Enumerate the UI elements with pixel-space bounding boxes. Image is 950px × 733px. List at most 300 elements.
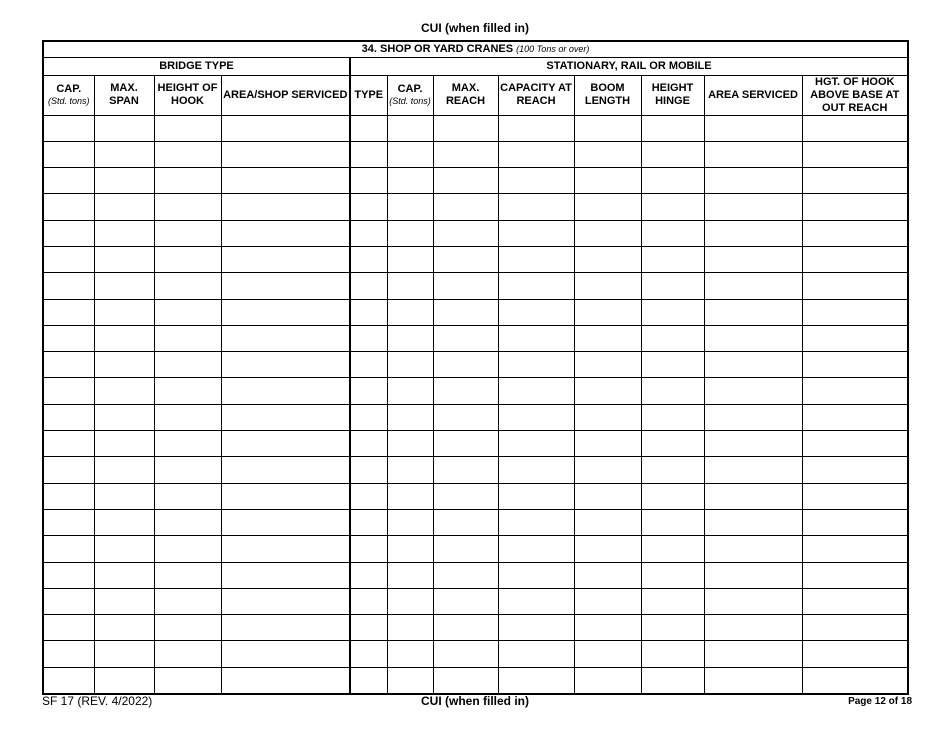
cell-stationary-cap[interactable] <box>387 352 433 378</box>
cell-max-reach[interactable] <box>433 509 498 535</box>
cell-height-of-hook[interactable] <box>154 641 221 667</box>
cell-area-shop-serviced[interactable] <box>221 299 350 325</box>
cell-area-serviced[interactable] <box>704 509 802 535</box>
cell-stationary-cap[interactable] <box>387 378 433 404</box>
cell-stationary-cap[interactable] <box>387 220 433 246</box>
cell-area-shop-serviced[interactable] <box>221 536 350 562</box>
cell-area-shop-serviced[interactable] <box>221 562 350 588</box>
cell-area-serviced[interactable] <box>704 115 802 141</box>
cell-bridge-cap[interactable] <box>43 641 94 667</box>
cell-area-shop-serviced[interactable] <box>221 325 350 351</box>
table-row <box>43 299 908 325</box>
cell-boom-length[interactable] <box>574 378 641 404</box>
cell-bridge-cap[interactable] <box>43 431 94 457</box>
cell-type[interactable] <box>350 404 387 430</box>
cell-hgt-of-hook-above-base[interactable] <box>802 168 908 194</box>
group-bridge-type: BRIDGE TYPE <box>43 57 350 75</box>
cell-height-hinge[interactable] <box>641 220 704 246</box>
cell-area-serviced[interactable] <box>704 641 802 667</box>
table-row <box>43 562 908 588</box>
cell-bridge-cap[interactable] <box>43 483 94 509</box>
cell-height-of-hook[interactable] <box>154 299 221 325</box>
cell-hgt-of-hook-above-base[interactable] <box>802 615 908 641</box>
cell-boom-length[interactable] <box>574 615 641 641</box>
cell-stationary-cap[interactable] <box>387 115 433 141</box>
col-stationary-cap-unit: (Std. tons) <box>389 96 431 106</box>
col-area-serviced: AREA SERVICED <box>704 75 802 115</box>
cell-stationary-cap[interactable] <box>387 299 433 325</box>
col-height-hinge: HEIGHT HINGE <box>641 75 704 115</box>
cell-boom-length[interactable] <box>574 431 641 457</box>
cell-type[interactable] <box>350 168 387 194</box>
cell-height-hinge[interactable] <box>641 404 704 430</box>
cell-hgt-of-hook-above-base[interactable] <box>802 431 908 457</box>
cell-boom-length[interactable] <box>574 667 641 693</box>
cell-bridge-cap[interactable] <box>43 273 94 299</box>
cell-boom-length[interactable] <box>574 483 641 509</box>
group-stationary-rail-mobile: STATIONARY, RAIL OR MOBILE <box>350 57 908 75</box>
cell-max-reach[interactable] <box>433 168 498 194</box>
cell-height-hinge[interactable] <box>641 457 704 483</box>
cell-area-shop-serviced[interactable] <box>221 615 350 641</box>
cell-max-reach[interactable] <box>433 404 498 430</box>
cell-max-reach[interactable] <box>433 299 498 325</box>
cell-height-hinge[interactable] <box>641 299 704 325</box>
cell-max-reach[interactable] <box>433 220 498 246</box>
cell-area-shop-serviced[interactable] <box>221 509 350 535</box>
cell-area-serviced[interactable] <box>704 194 802 220</box>
cell-max-reach[interactable] <box>433 194 498 220</box>
col-max-reach: MAX. REACH <box>433 75 498 115</box>
cell-boom-length[interactable] <box>574 457 641 483</box>
cell-max-reach[interactable] <box>433 667 498 693</box>
table-row <box>43 352 908 378</box>
section-title-text: 34. SHOP OR YARD CRANES <box>361 42 514 55</box>
cell-max-reach[interactable] <box>433 562 498 588</box>
cell-type[interactable] <box>350 509 387 535</box>
cell-height-hinge[interactable] <box>641 273 704 299</box>
cell-boom-length[interactable] <box>574 115 641 141</box>
table-row <box>43 141 908 167</box>
cell-hgt-of-hook-above-base[interactable] <box>802 220 908 246</box>
cell-stationary-cap[interactable] <box>387 588 433 614</box>
cell-height-hinge[interactable] <box>641 168 704 194</box>
cell-height-hinge[interactable] <box>641 194 704 220</box>
cell-area-serviced[interactable] <box>704 168 802 194</box>
cell-type[interactable] <box>350 588 387 614</box>
cell-max-span[interactable] <box>94 509 154 535</box>
cell-height-of-hook[interactable] <box>154 115 221 141</box>
cell-type[interactable] <box>350 273 387 299</box>
cell-type[interactable] <box>350 194 387 220</box>
cell-max-span[interactable] <box>94 641 154 667</box>
cell-hgt-of-hook-above-base[interactable] <box>802 588 908 614</box>
cell-hgt-of-hook-above-base[interactable] <box>802 352 908 378</box>
cell-boom-length[interactable] <box>574 509 641 535</box>
cell-area-shop-serviced[interactable] <box>221 194 350 220</box>
cell-max-reach[interactable] <box>433 457 498 483</box>
cell-capacity-at-reach[interactable] <box>498 667 574 693</box>
cell-hgt-of-hook-above-base[interactable] <box>802 667 908 693</box>
cell-hgt-of-hook-above-base[interactable] <box>802 562 908 588</box>
cell-area-serviced[interactable] <box>704 352 802 378</box>
cell-max-reach[interactable] <box>433 641 498 667</box>
cell-area-serviced[interactable] <box>704 141 802 167</box>
cell-area-serviced[interactable] <box>704 220 802 246</box>
cell-capacity-at-reach[interactable] <box>498 141 574 167</box>
cell-capacity-at-reach[interactable] <box>498 615 574 641</box>
cell-height-of-hook[interactable] <box>154 562 221 588</box>
cell-max-span[interactable] <box>94 168 154 194</box>
cell-height-of-hook[interactable] <box>154 615 221 641</box>
cell-max-span[interactable] <box>94 483 154 509</box>
cell-capacity-at-reach[interactable] <box>498 220 574 246</box>
col-bridge-cap-unit: (Std. tons) <box>47 96 90 106</box>
cell-height-of-hook[interactable] <box>154 168 221 194</box>
cell-capacity-at-reach[interactable] <box>498 536 574 562</box>
cell-height-of-hook[interactable] <box>154 588 221 614</box>
cell-max-span[interactable] <box>94 220 154 246</box>
cell-max-reach[interactable] <box>433 536 498 562</box>
cell-area-serviced[interactable] <box>704 615 802 641</box>
cell-max-span[interactable] <box>94 536 154 562</box>
cell-area-serviced[interactable] <box>704 667 802 693</box>
cell-hgt-of-hook-above-base[interactable] <box>802 194 908 220</box>
section-subtitle: (100 Tons or over) <box>516 43 590 54</box>
table-row <box>43 615 908 641</box>
cell-capacity-at-reach[interactable] <box>498 378 574 404</box>
cell-capacity-at-reach[interactable] <box>498 273 574 299</box>
cell-type[interactable] <box>350 615 387 641</box>
cell-stationary-cap[interactable] <box>387 273 433 299</box>
cell-area-serviced[interactable] <box>704 325 802 351</box>
cell-area-serviced[interactable] <box>704 483 802 509</box>
cell-max-reach[interactable] <box>433 246 498 272</box>
cell-boom-length[interactable] <box>574 588 641 614</box>
cell-bridge-cap[interactable] <box>43 352 94 378</box>
cell-area-serviced[interactable] <box>704 562 802 588</box>
col-max-span: MAX. SPAN <box>94 75 154 115</box>
page-number: Page 12 of 18 <box>848 696 912 707</box>
cell-hgt-of-hook-above-base[interactable] <box>802 115 908 141</box>
cell-stationary-cap[interactable] <box>387 483 433 509</box>
cell-stationary-cap[interactable] <box>387 667 433 693</box>
section-title <box>43 41 908 57</box>
cell-area-shop-serviced[interactable] <box>221 667 350 693</box>
cell-area-serviced[interactable] <box>704 246 802 272</box>
col-height-of-hook: HEIGHT OF HOOK <box>154 75 221 115</box>
cell-boom-length[interactable] <box>574 220 641 246</box>
cell-area-shop-serviced[interactable] <box>221 246 350 272</box>
cell-stationary-cap[interactable] <box>387 325 433 351</box>
col-area-shop-serviced: AREA/SHOP SERVICED <box>221 75 350 115</box>
cell-max-span[interactable] <box>94 299 154 325</box>
cell-area-shop-serviced[interactable] <box>221 273 350 299</box>
cell-bridge-cap[interactable] <box>43 509 94 535</box>
cell-height-hinge[interactable] <box>641 509 704 535</box>
cell-capacity-at-reach[interactable] <box>498 509 574 535</box>
cell-area-serviced[interactable] <box>704 536 802 562</box>
cell-height-hinge[interactable] <box>641 325 704 351</box>
cell-max-span[interactable] <box>94 457 154 483</box>
cell-type[interactable] <box>350 483 387 509</box>
cell-area-shop-serviced[interactable] <box>221 378 350 404</box>
cell-max-span[interactable] <box>94 378 154 404</box>
col-boom-length: BOOM LENGTH <box>574 75 641 115</box>
cell-hgt-of-hook-above-base[interactable] <box>802 404 908 430</box>
cell-bridge-cap[interactable] <box>43 457 94 483</box>
cell-height-hinge[interactable] <box>641 431 704 457</box>
cell-area-shop-serviced[interactable] <box>221 352 350 378</box>
cell-height-hinge[interactable] <box>641 536 704 562</box>
cell-capacity-at-reach[interactable] <box>498 562 574 588</box>
cell-height-of-hook[interactable] <box>154 141 221 167</box>
cell-bridge-cap[interactable] <box>43 168 94 194</box>
cell-area-shop-serviced[interactable] <box>221 141 350 167</box>
cell-height-of-hook[interactable] <box>154 431 221 457</box>
cell-max-reach[interactable] <box>433 483 498 509</box>
cell-bridge-cap[interactable] <box>43 562 94 588</box>
cell-area-serviced[interactable] <box>704 378 802 404</box>
cell-type[interactable] <box>350 352 387 378</box>
col-bridge-cap <box>43 75 94 115</box>
cell-capacity-at-reach[interactable] <box>498 404 574 430</box>
cell-max-span[interactable] <box>94 115 154 141</box>
cell-stationary-cap[interactable] <box>387 431 433 457</box>
table-row <box>43 194 908 220</box>
cell-capacity-at-reach[interactable] <box>498 299 574 325</box>
cell-stationary-cap[interactable] <box>387 194 433 220</box>
cell-area-shop-serviced[interactable] <box>221 115 350 141</box>
cell-type[interactable] <box>350 641 387 667</box>
cell-stationary-cap[interactable] <box>387 562 433 588</box>
cell-stationary-cap[interactable] <box>387 246 433 272</box>
cell-type[interactable] <box>350 325 387 351</box>
cell-area-serviced[interactable] <box>704 299 802 325</box>
cell-capacity-at-reach[interactable] <box>498 483 574 509</box>
col-bridge-cap-label: CAP. <box>56 83 82 95</box>
cell-type[interactable] <box>350 220 387 246</box>
cell-height-of-hook[interactable] <box>154 246 221 272</box>
cell-stationary-cap[interactable] <box>387 457 433 483</box>
cell-type[interactable] <box>350 667 387 693</box>
cell-hgt-of-hook-above-base[interactable] <box>802 141 908 167</box>
col-stationary-cap <box>387 75 433 115</box>
cell-stationary-cap[interactable] <box>387 168 433 194</box>
table-body <box>43 115 908 694</box>
cell-hgt-of-hook-above-base[interactable] <box>802 483 908 509</box>
cell-bridge-cap[interactable] <box>43 141 94 167</box>
cell-area-shop-serviced[interactable] <box>221 483 350 509</box>
cell-area-shop-serviced[interactable] <box>221 168 350 194</box>
cell-bridge-cap[interactable] <box>43 378 94 404</box>
cell-boom-length[interactable] <box>574 299 641 325</box>
cell-type[interactable] <box>350 246 387 272</box>
cell-hgt-of-hook-above-base[interactable] <box>802 325 908 351</box>
cell-height-of-hook[interactable] <box>154 220 221 246</box>
cell-height-of-hook[interactable] <box>154 457 221 483</box>
cell-area-shop-serviced[interactable] <box>221 404 350 430</box>
cell-boom-length[interactable] <box>574 273 641 299</box>
cell-boom-length[interactable] <box>574 562 641 588</box>
cell-boom-length[interactable] <box>574 536 641 562</box>
cell-hgt-of-hook-above-base[interactable] <box>802 509 908 535</box>
cell-type[interactable] <box>350 299 387 325</box>
cell-height-hinge[interactable] <box>641 641 704 667</box>
cell-height-of-hook[interactable] <box>154 536 221 562</box>
cell-capacity-at-reach[interactable] <box>498 115 574 141</box>
cell-capacity-at-reach[interactable] <box>498 246 574 272</box>
cell-height-hinge[interactable] <box>641 378 704 404</box>
cell-max-reach[interactable] <box>433 431 498 457</box>
cell-height-hinge[interactable] <box>641 667 704 693</box>
cell-max-span[interactable] <box>94 141 154 167</box>
cell-area-serviced[interactable] <box>704 457 802 483</box>
cell-bridge-cap[interactable] <box>43 667 94 693</box>
cell-height-hinge[interactable] <box>641 352 704 378</box>
cell-max-span[interactable] <box>94 667 154 693</box>
table-row <box>43 509 908 535</box>
cell-capacity-at-reach[interactable] <box>498 431 574 457</box>
cell-capacity-at-reach[interactable] <box>498 168 574 194</box>
cell-height-hinge[interactable] <box>641 141 704 167</box>
cell-max-reach[interactable] <box>433 273 498 299</box>
col-stationary-cap-label: CAP. <box>397 83 423 95</box>
cell-max-reach[interactable] <box>433 115 498 141</box>
cell-height-of-hook[interactable] <box>154 667 221 693</box>
cell-height-hinge[interactable] <box>641 588 704 614</box>
cell-height-of-hook[interactable] <box>154 509 221 535</box>
cell-bridge-cap[interactable] <box>43 299 94 325</box>
cell-max-reach[interactable] <box>433 378 498 404</box>
cell-type[interactable] <box>350 141 387 167</box>
cell-height-of-hook[interactable] <box>154 483 221 509</box>
cell-hgt-of-hook-above-base[interactable] <box>802 246 908 272</box>
cell-area-shop-serviced[interactable] <box>221 641 350 667</box>
cell-max-span[interactable] <box>94 588 154 614</box>
cell-hgt-of-hook-above-base[interactable] <box>802 536 908 562</box>
cell-bridge-cap[interactable] <box>43 325 94 351</box>
cell-height-of-hook[interactable] <box>154 325 221 351</box>
cell-area-shop-serviced[interactable] <box>221 431 350 457</box>
cell-type[interactable] <box>350 115 387 141</box>
cell-bridge-cap[interactable] <box>43 588 94 614</box>
cell-capacity-at-reach[interactable] <box>498 457 574 483</box>
cell-max-reach[interactable] <box>433 588 498 614</box>
cell-type[interactable] <box>350 431 387 457</box>
cell-boom-length[interactable] <box>574 325 641 351</box>
cell-hgt-of-hook-above-base[interactable] <box>802 273 908 299</box>
cell-type[interactable] <box>350 457 387 483</box>
cell-boom-length[interactable] <box>574 194 641 220</box>
cell-max-span[interactable] <box>94 246 154 272</box>
cell-type[interactable] <box>350 562 387 588</box>
table-row <box>43 378 908 404</box>
cell-max-reach[interactable] <box>433 615 498 641</box>
cell-max-span[interactable] <box>94 615 154 641</box>
cell-height-hinge[interactable] <box>641 562 704 588</box>
cell-height-of-hook[interactable] <box>154 352 221 378</box>
cell-max-reach[interactable] <box>433 325 498 351</box>
cell-boom-length[interactable] <box>574 246 641 272</box>
cell-area-serviced[interactable] <box>704 588 802 614</box>
cell-boom-length[interactable] <box>574 141 641 167</box>
cell-type[interactable] <box>350 536 387 562</box>
cell-hgt-of-hook-above-base[interactable] <box>802 378 908 404</box>
cell-bridge-cap[interactable] <box>43 220 94 246</box>
cell-boom-length[interactable] <box>574 352 641 378</box>
cell-stationary-cap[interactable] <box>387 141 433 167</box>
table-row <box>43 483 908 509</box>
cell-bridge-cap[interactable] <box>43 246 94 272</box>
cell-area-shop-serviced[interactable] <box>221 220 350 246</box>
cell-bridge-cap[interactable] <box>43 536 94 562</box>
cell-stationary-cap[interactable] <box>387 641 433 667</box>
cell-stationary-cap[interactable] <box>387 615 433 641</box>
cell-max-span[interactable] <box>94 325 154 351</box>
cell-height-hinge[interactable] <box>641 615 704 641</box>
cui-footer: CUI (when filled in) <box>421 694 529 708</box>
table-row <box>43 168 908 194</box>
cell-capacity-at-reach[interactable] <box>498 641 574 667</box>
cell-max-span[interactable] <box>94 404 154 430</box>
cell-height-hinge[interactable] <box>641 483 704 509</box>
cell-height-of-hook[interactable] <box>154 404 221 430</box>
cell-max-reach[interactable] <box>433 141 498 167</box>
cell-height-of-hook[interactable] <box>154 378 221 404</box>
col-hgt-of-hook-above-base: HGT. OF HOOK ABOVE BASE AT OUT REACH <box>802 75 908 115</box>
cell-max-reach[interactable] <box>433 352 498 378</box>
table-row <box>43 325 908 351</box>
cell-stationary-cap[interactable] <box>387 404 433 430</box>
cell-max-span[interactable] <box>94 194 154 220</box>
cell-bridge-cap[interactable] <box>43 404 94 430</box>
cell-hgt-of-hook-above-base[interactable] <box>802 457 908 483</box>
cell-area-serviced[interactable] <box>704 404 802 430</box>
cell-capacity-at-reach[interactable] <box>498 588 574 614</box>
cell-bridge-cap[interactable] <box>43 194 94 220</box>
cell-stationary-cap[interactable] <box>387 536 433 562</box>
cell-bridge-cap[interactable] <box>43 115 94 141</box>
cell-capacity-at-reach[interactable] <box>498 325 574 351</box>
cell-stationary-cap[interactable] <box>387 509 433 535</box>
cell-height-of-hook[interactable] <box>154 273 221 299</box>
cell-area-serviced[interactable] <box>704 431 802 457</box>
cell-boom-length[interactable] <box>574 168 641 194</box>
cell-max-span[interactable] <box>94 431 154 457</box>
cell-area-shop-serviced[interactable] <box>221 457 350 483</box>
cell-max-span[interactable] <box>94 352 154 378</box>
cell-boom-length[interactable] <box>574 641 641 667</box>
cell-height-hinge[interactable] <box>641 246 704 272</box>
cell-height-of-hook[interactable] <box>154 194 221 220</box>
cell-bridge-cap[interactable] <box>43 615 94 641</box>
table-row <box>43 246 908 272</box>
cell-boom-length[interactable] <box>574 404 641 430</box>
cell-hgt-of-hook-above-base[interactable] <box>802 299 908 325</box>
cell-area-shop-serviced[interactable] <box>221 588 350 614</box>
cell-type[interactable] <box>350 378 387 404</box>
cell-max-span[interactable] <box>94 273 154 299</box>
cell-capacity-at-reach[interactable] <box>498 352 574 378</box>
cell-max-span[interactable] <box>94 562 154 588</box>
cell-hgt-of-hook-above-base[interactable] <box>802 641 908 667</box>
cell-area-serviced[interactable] <box>704 273 802 299</box>
cell-capacity-at-reach[interactable] <box>498 194 574 220</box>
table-row <box>43 115 908 141</box>
cell-height-hinge[interactable] <box>641 115 704 141</box>
table-row <box>43 457 908 483</box>
